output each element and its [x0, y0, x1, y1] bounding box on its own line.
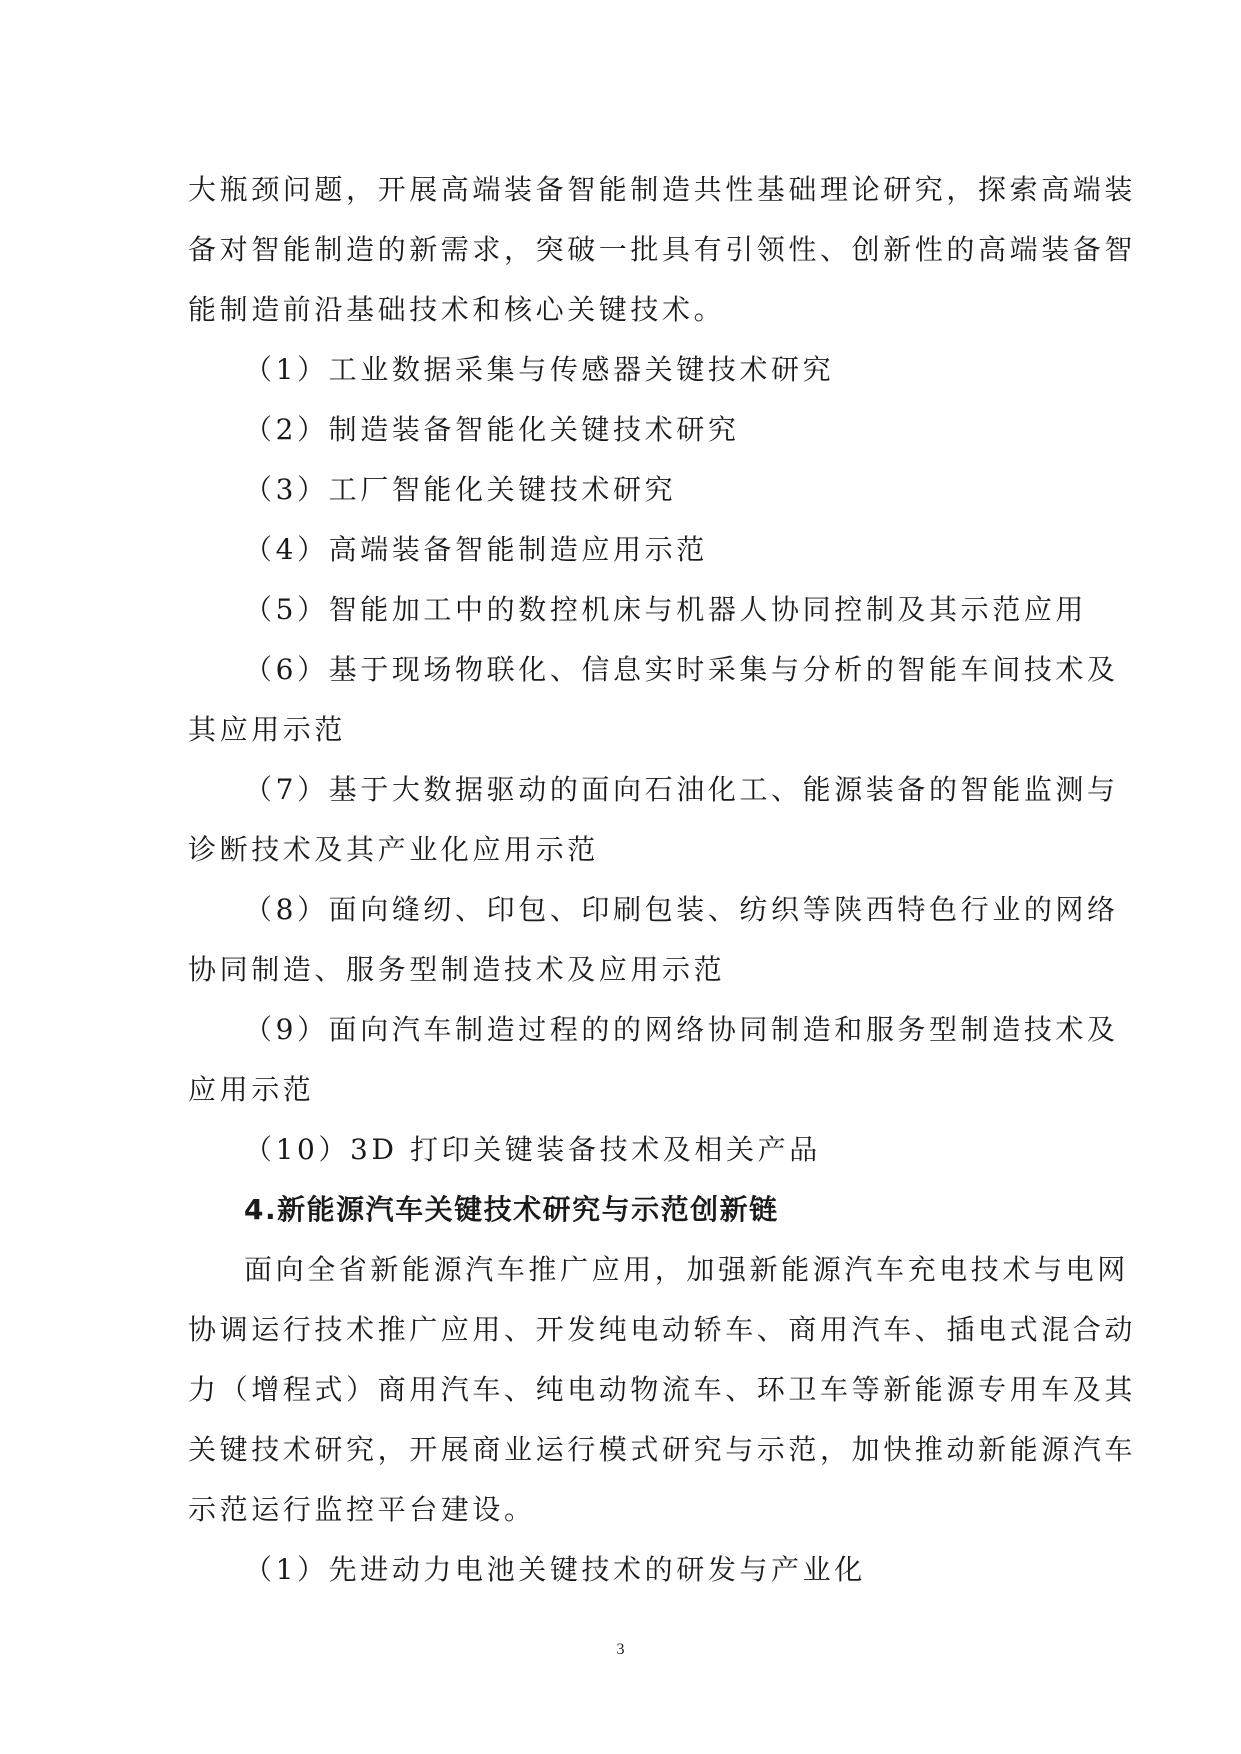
list-item: （3）工厂智能化关键技术研究 — [244, 473, 677, 506]
list-item: （1）先进动力电池关键技术的研发与产业化 — [244, 1553, 866, 1586]
paragraph-line: 示范运行监控平台建设。 — [188, 1493, 536, 1526]
list-item: （2）制造装备智能化关键技术研究 — [244, 413, 740, 446]
paragraph-line: 力（增程式）商用汽车、纯电动物流车、环卫车等新能源专用车及其 — [188, 1373, 1137, 1406]
list-item-continuation: 诊断技术及其产业化应用示范 — [188, 833, 599, 866]
list-item: （9）面向汽车制造过程的的网络协同制造和服务型制造技术及 — [244, 1013, 1119, 1046]
list-item: （5）智能加工中的数控机床与机器人协同控制及其示范应用 — [244, 593, 1088, 626]
paragraph-line: 能制造前沿基础技术和核心关键技术。 — [188, 293, 726, 326]
page-number: 3 — [616, 1641, 625, 1658]
section-heading: 4.新能源汽车关键技术研究与示范创新链 — [244, 1193, 779, 1226]
list-item-continuation: 协同制造、服务型制造技术及应用示范 — [188, 953, 726, 986]
body-text — [188, 160, 1137, 1600]
paragraph-line: 面向全省新能源汽车推广应用，加强新能源汽车充电技术与电网 — [244, 1253, 1129, 1286]
list-item-continuation: 其应用示范 — [188, 713, 347, 746]
paragraph-line: 协调运行技术推广应用、开发纯电动轿车、商用汽车、插电式混合动 — [188, 1313, 1137, 1346]
paragraph-line: 大瓶颈问题，开展高端装备智能制造共性基础理论研究，探索高端装 — [188, 173, 1137, 206]
list-item: （1）工业数据采集与传感器关键技术研究 — [244, 353, 835, 386]
list-item: （7）基于大数据驱动的面向石油化工、能源装备的智能监测与 — [244, 773, 1119, 806]
list-item-continuation: 应用示范 — [188, 1073, 315, 1106]
list-item: （6）基于现场物联化、信息实时采集与分析的智能车间技术及 — [244, 653, 1119, 686]
paragraph-line: 关键技术研究，开展商业运行模式研究与示范，加快推动新能源汽车 — [188, 1433, 1137, 1466]
list-item: （8）面向缝纫、印包、印刷包装、纺织等陕西特色行业的网络 — [244, 893, 1119, 926]
list-item: （4）高端装备智能制造应用示范 — [244, 533, 708, 566]
paragraph-line: 备对智能制造的新需求，突破一批具有引领性、创新性的高端装备智 — [188, 233, 1137, 266]
list-item: （10）3D 打印关键装备技术及相关产品 — [244, 1133, 821, 1166]
